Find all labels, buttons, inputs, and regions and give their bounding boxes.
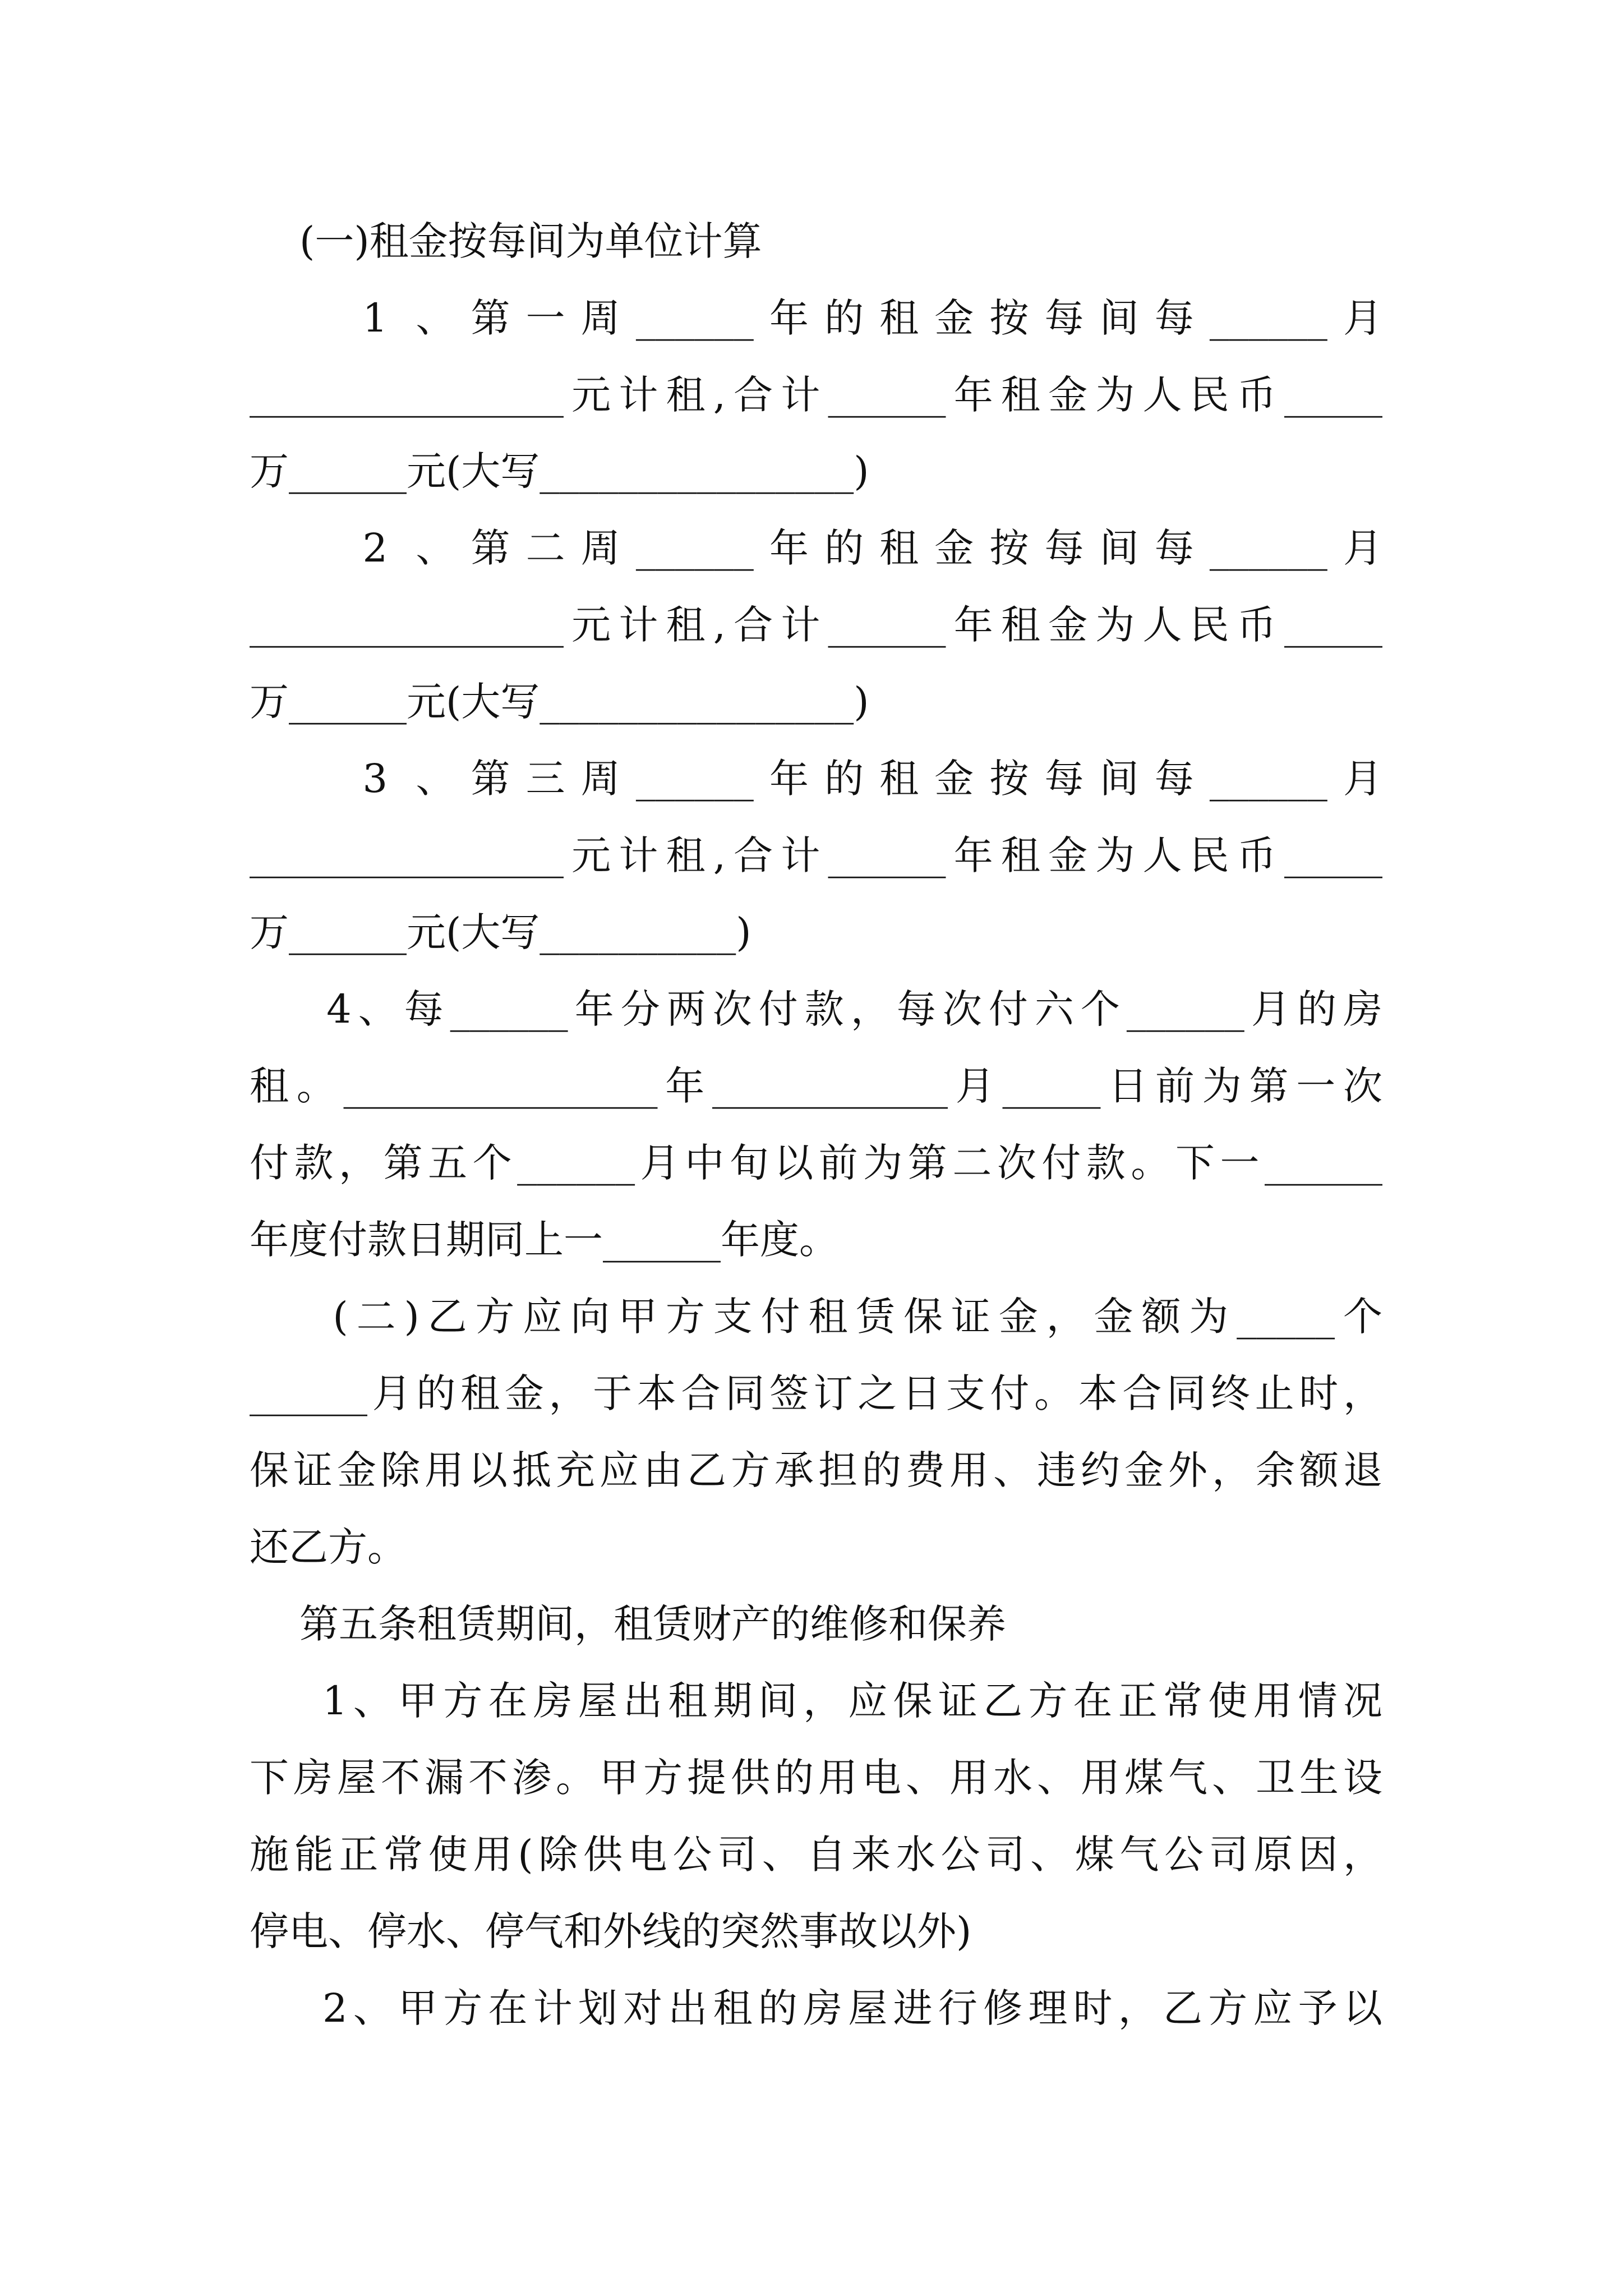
clause-year3-line3: 万______元(大写__________): [250, 909, 751, 955]
clause-payment-line2: 租。________________年____________月_____日前为第一次: [250, 1063, 1382, 1109]
clause-payment-line3: 付款，第五个______月中旬以前为第二次付款。下一______: [250, 1140, 1382, 1186]
clause-year3-line2: ________________元计租,合计______年租金为人民币_____: [250, 832, 1382, 878]
clause-year3-line1: 3 、第三周______年的租金按每间每______月: [250, 756, 1382, 802]
clause-year2-line3: 万______元(大写________________): [250, 679, 869, 725]
article-five-item1-line2: 下房屋不漏不渗。甲方提供的用电、用水、用煤气、卫生设: [250, 1755, 1382, 1801]
clause-year2-line1: 2 、第二周______年的租金按每间每______月: [250, 525, 1382, 571]
article-five-item2-line1: 2、甲方在计划对出租的房屋进行修理时，乙方应予以: [250, 1985, 1382, 2031]
article-five-item1-line1: 1、甲方在房屋出租期间，应保证乙方在正常使用情况: [250, 1678, 1382, 1724]
article-five-heading: 第五条租赁期间，租赁财产的维修和保养: [250, 1601, 1007, 1647]
clause-payment-line4: 年度付款日期同上一______年度。: [250, 1217, 838, 1263]
clause-deposit-line1: (二)乙方应向甲方支付租赁保证金，金额为_____个: [250, 1294, 1382, 1340]
clause-year1-line1: 1 、第一周______年的租金按每间每______月: [250, 295, 1382, 341]
clause-year1-line3: 万______元(大写________________): [250, 448, 869, 494]
clause-deposit-line3: 保证金除用以抵充应由乙方承担的费用、违约金外，余额退: [250, 1447, 1382, 1493]
article-five-item1-line4: 停电、停水、停气和外线的突然事故以外): [250, 1908, 972, 1954]
article-five-item1-line3: 施能正常使用(除供电公司、自来水公司、煤气公司原因，: [250, 1832, 1382, 1878]
clause-year1-line2: ________________元计租,合计______年租金为人民币_____: [250, 372, 1382, 418]
clause-deposit-line2: ______月的租金，于本合同签订之日支付。本合同终止时，: [250, 1370, 1382, 1416]
clause-rent-per-room-heading: (一)租金按每间为单位计算: [250, 218, 762, 264]
clause-payment-line1: 4、每______年分两次付款，每次付六个______月的房: [250, 986, 1382, 1032]
clause-deposit-line4: 还乙方。: [250, 1524, 407, 1570]
clause-year2-line2: ________________元计租,合计______年租金为人民币_____: [250, 602, 1382, 648]
